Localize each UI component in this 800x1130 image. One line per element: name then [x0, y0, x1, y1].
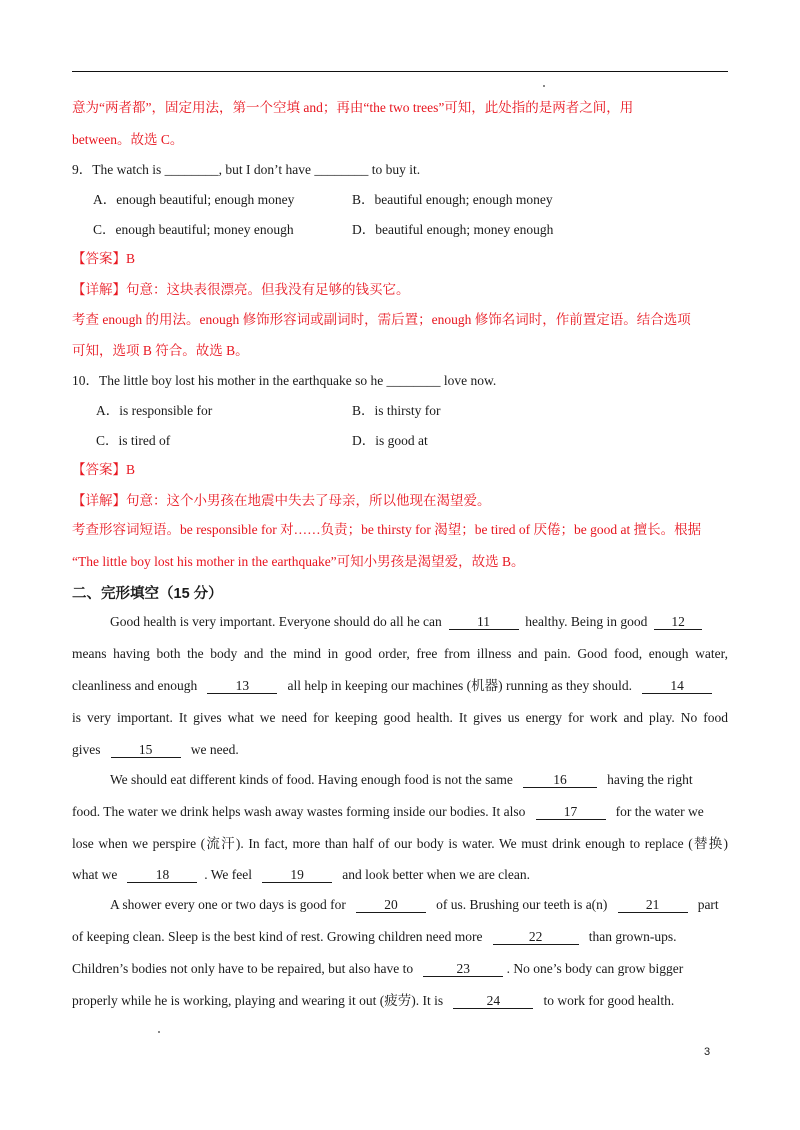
- q10-explain-line1: 考查形容词短语。be responsible for 对……负责；be thirsty for 渴望；be tired of 厌倦；be good at 擅长。根据: [72, 522, 702, 537]
- q10-detail: 【详解】句意：这个小男孩在地震中失去了母亲，所以他现在渴望爱。: [72, 493, 491, 508]
- passage-p1-line3: [72, 677, 728, 695]
- passage-text: healthy. Being in good: [525, 614, 648, 629]
- passage-text: we need.: [190, 742, 239, 757]
- passage-p3-line2: [72, 928, 728, 946]
- q10-option-c: C．is tired of: [96, 433, 171, 448]
- passage-text: what we: [72, 867, 118, 882]
- blank-17: 17: [536, 804, 606, 820]
- passage-text: . No one’s body can grow bigger: [506, 961, 684, 976]
- blank-19: 19: [262, 867, 332, 883]
- passage-text: to work for good health.: [543, 993, 675, 1008]
- q10-stem: 10．The little boy lost his mother in the earthquake so he ________ love now.: [72, 373, 497, 388]
- passage-text: A shower every one or two days is good for: [110, 897, 346, 912]
- blank-12: 12: [654, 614, 702, 630]
- q9-answer: 【答案】B: [72, 251, 136, 266]
- q10-option-d: D．is good at: [352, 433, 428, 448]
- passage-text: cleanliness and enough: [72, 678, 198, 693]
- passage-text: having the right: [607, 772, 693, 787]
- passage-p2-line1: [72, 771, 728, 789]
- blank-21: 21: [618, 897, 688, 913]
- blank-23: 23: [423, 961, 503, 977]
- passage-p2-line2: [72, 803, 728, 821]
- q9-option-c: C．enough beautiful; money enough: [93, 222, 294, 237]
- passage-text: than grown-ups.: [588, 929, 677, 944]
- blank-13: 13: [207, 678, 277, 694]
- header-rule: [72, 71, 728, 72]
- passage-text: Good health is very important. Everyone should do all he can: [110, 614, 442, 629]
- passage-text: part: [697, 897, 719, 912]
- q9-option-b: B．beautiful enough; enough money: [352, 192, 553, 207]
- passage-text: for the water we: [615, 804, 704, 819]
- passage-p1-line4: is very important. It gives what we need for keeping good health. It gives us energy for work and play. No food: [72, 710, 728, 725]
- q9-explain-line1: 考查 enough 的用法。enough 修饰形容词或副词时，需后置；enough 修饰名词时，作前置定语。结合选项: [72, 312, 691, 327]
- passage-text: gives: [72, 742, 101, 757]
- blank-20: 20: [356, 897, 426, 913]
- passage-text: . We feel: [204, 867, 252, 882]
- passage-p3-line4: [72, 992, 728, 1010]
- passage-p1-line1: [72, 613, 728, 631]
- passage-text: and look better when we are clean.: [342, 867, 531, 882]
- blank-24: 24: [453, 993, 533, 1009]
- q9-detail: 【详解】句意：这块表很漂亮。但我没有足够的钱买它。: [72, 282, 410, 297]
- q8-explain-line2: between。故选 C。: [72, 132, 184, 147]
- passage-text: all help in keeping our machines (机器) running as they should.: [287, 678, 633, 693]
- passage-p2-line4: [72, 866, 728, 884]
- passage-text: Children’s bodies not only have to be repaired, but also have to: [72, 961, 414, 976]
- passage-text: food. The water we drink helps wash away wastes forming inside our bodies. It also: [72, 804, 526, 819]
- passage-text: of keeping clean. Sleep is the best kind of rest. Growing children need more: [72, 929, 483, 944]
- passage-text: of us. Brushing our teeth is a(n): [436, 897, 608, 912]
- blank-22: 22: [493, 929, 579, 945]
- blank-15: 15: [111, 742, 181, 758]
- blank-18: 18: [127, 867, 197, 883]
- section-title: 二、完形填空（15 分）: [72, 586, 223, 602]
- passage-text: We should eat different kinds of food. Having enough food is not the same: [110, 772, 513, 787]
- passage-text: properly while he is working, playing and wearing it out (疲劳). It is: [72, 993, 444, 1008]
- q9-option-d: D．beautiful enough; money enough: [352, 222, 554, 237]
- blank-14: 14: [642, 678, 712, 694]
- page-number: 3: [704, 1046, 711, 1058]
- q10-answer: 【答案】B: [72, 462, 136, 477]
- passage-p3-line1: [72, 896, 728, 914]
- q8-explain-line1: 意为“两者都”，固定用法，第一个空填 and；再由“the two trees”可知，此处指的是两者之间，用: [72, 100, 634, 115]
- q10-option-b: B．is thirsty for: [352, 403, 441, 418]
- q9-option-a: A．enough beautiful; enough money: [93, 192, 295, 207]
- q10-option-a: A．is responsible for: [96, 403, 213, 418]
- q9-stem: 9．The watch is ________, but I don’t have ________ to buy it.: [72, 162, 421, 177]
- passage-p2-line3: lose when we perspire (流汗). In fact, more than half of our body is water. We must drink enough to replace (替换): [72, 836, 728, 851]
- blank-16: 16: [523, 772, 597, 788]
- blank-11: 11: [449, 614, 519, 630]
- q10-explain-line2: “The little boy lost his mother in the earthquake”可知小男孩是渴望爱，故选 B。: [72, 554, 525, 569]
- passage-p1-line2: means having both the body and the mind in good order, free from illness and pain. Good food, enough water,: [72, 646, 728, 661]
- decorative-dot: [158, 1031, 160, 1033]
- passage-p3-line3: [72, 960, 728, 978]
- passage-p1-line5: [72, 741, 728, 759]
- decorative-dot: [543, 85, 545, 87]
- q9-explain-line2: 可知，选项 B 符合。故选 B。: [72, 343, 249, 358]
